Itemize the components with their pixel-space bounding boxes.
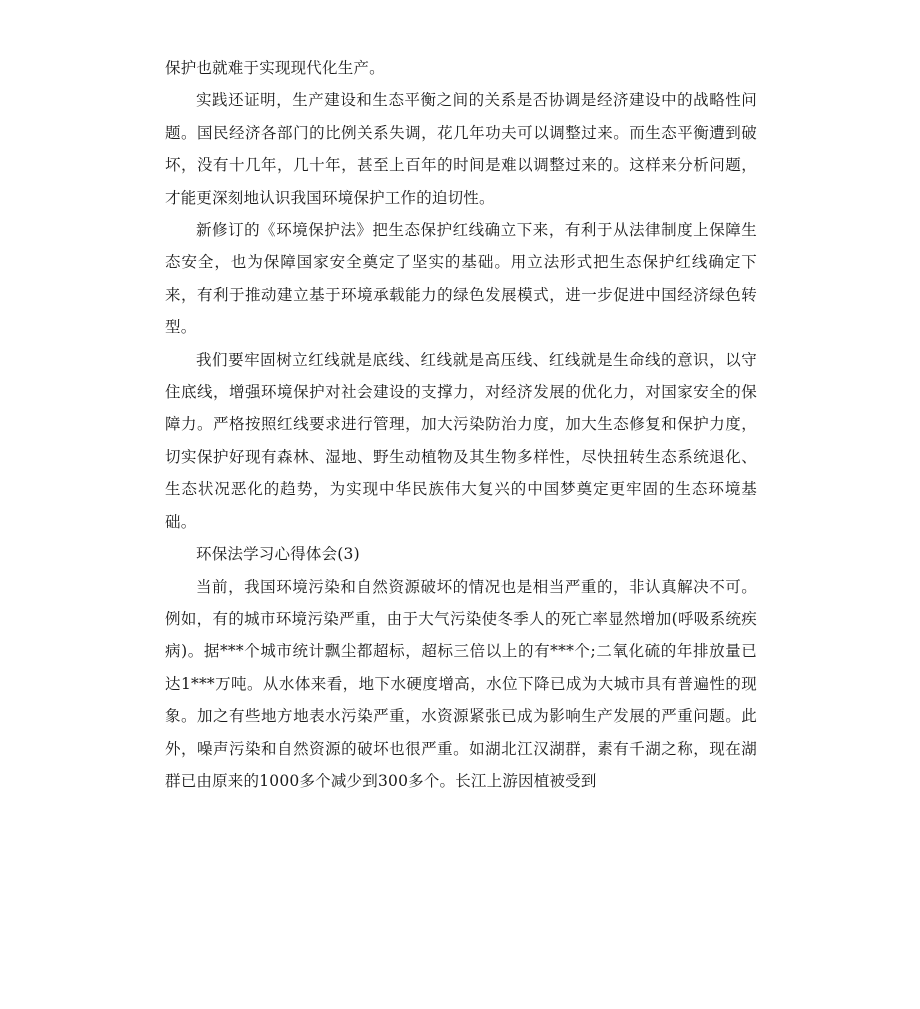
paragraph-continuation: 保护也就难于实现现代化生产。 — [165, 59, 385, 77]
paragraph-pollution: 当前，我国环境污染和自然资源破坏的情况也是相当严重的，非认真解决不可。例如，有的城市环境污染严重，由于大气污染使冬季人的死亡率显然增加(呼吸系统疾病)。据***个城市统计飘尘都超标，超标三倍以上的有***个;二氧化硫的年排放量已达1***万吨。从水体来看，地下水硬度增高，水位下降已成为大城市具有普遍性的现象。加之有些地方地表水污染严重，水资源紧张已成为影响生产发展的严重问题。此外，噪声污染和自然资源的破坏也很严重。如湖北江汉湖群，素有千湖之称，现在湖群已由原来的1000多个减少到300多个。长江上游因植被受到 — [165, 577, 757, 790]
section-heading: 环保法学习心得体会(3) — [196, 545, 360, 564]
paragraph-red-line: 我们要牢固树立红线就是底线、红线就是高压线、红线就是生命线的意识，以守住底线，增强环境保护对社会建设的支撑力，对经济发展的优化力，对国家安全的保障力。严格按照红线要求进行管理，加大污染防治力度，加大生态修复和保护力度，切实保护好现有森林、湿地、野生动植物及其生物多样性，尽快扭转生态系统退化、生态状况恶化的趋势，为实现中华民族伟大复兴的中国梦奠定更牢固的生态环境基础。 — [165, 350, 757, 531]
paragraph-practice: 实践还证明，生产建设和生态平衡之间的关系是否协调是经济建设中的战略性问题。国民经济各部门的比例关系失调，花几年功夫可以调整过来。而生态平衡遭到破坏，没有十几年，几十年，甚至上百年的时间是难以调整过来的。这样来分析问题，才能更深刻地认识我国环境保护工作的迫切性。 — [165, 91, 757, 207]
paragraph-revised-law: 新修订的《环境保护法》把生态保护红线确立下来，有利于从法律制度上保障生态安全，也为保障国家安全奠定了坚实的基础。用立法形式把生态保护红线确定下来，有利于推动建立基于环境承载能力的绿色发展模式，进一步促进中国经济绿色转型。 — [165, 221, 757, 337]
document-body — [165, 52, 757, 797]
